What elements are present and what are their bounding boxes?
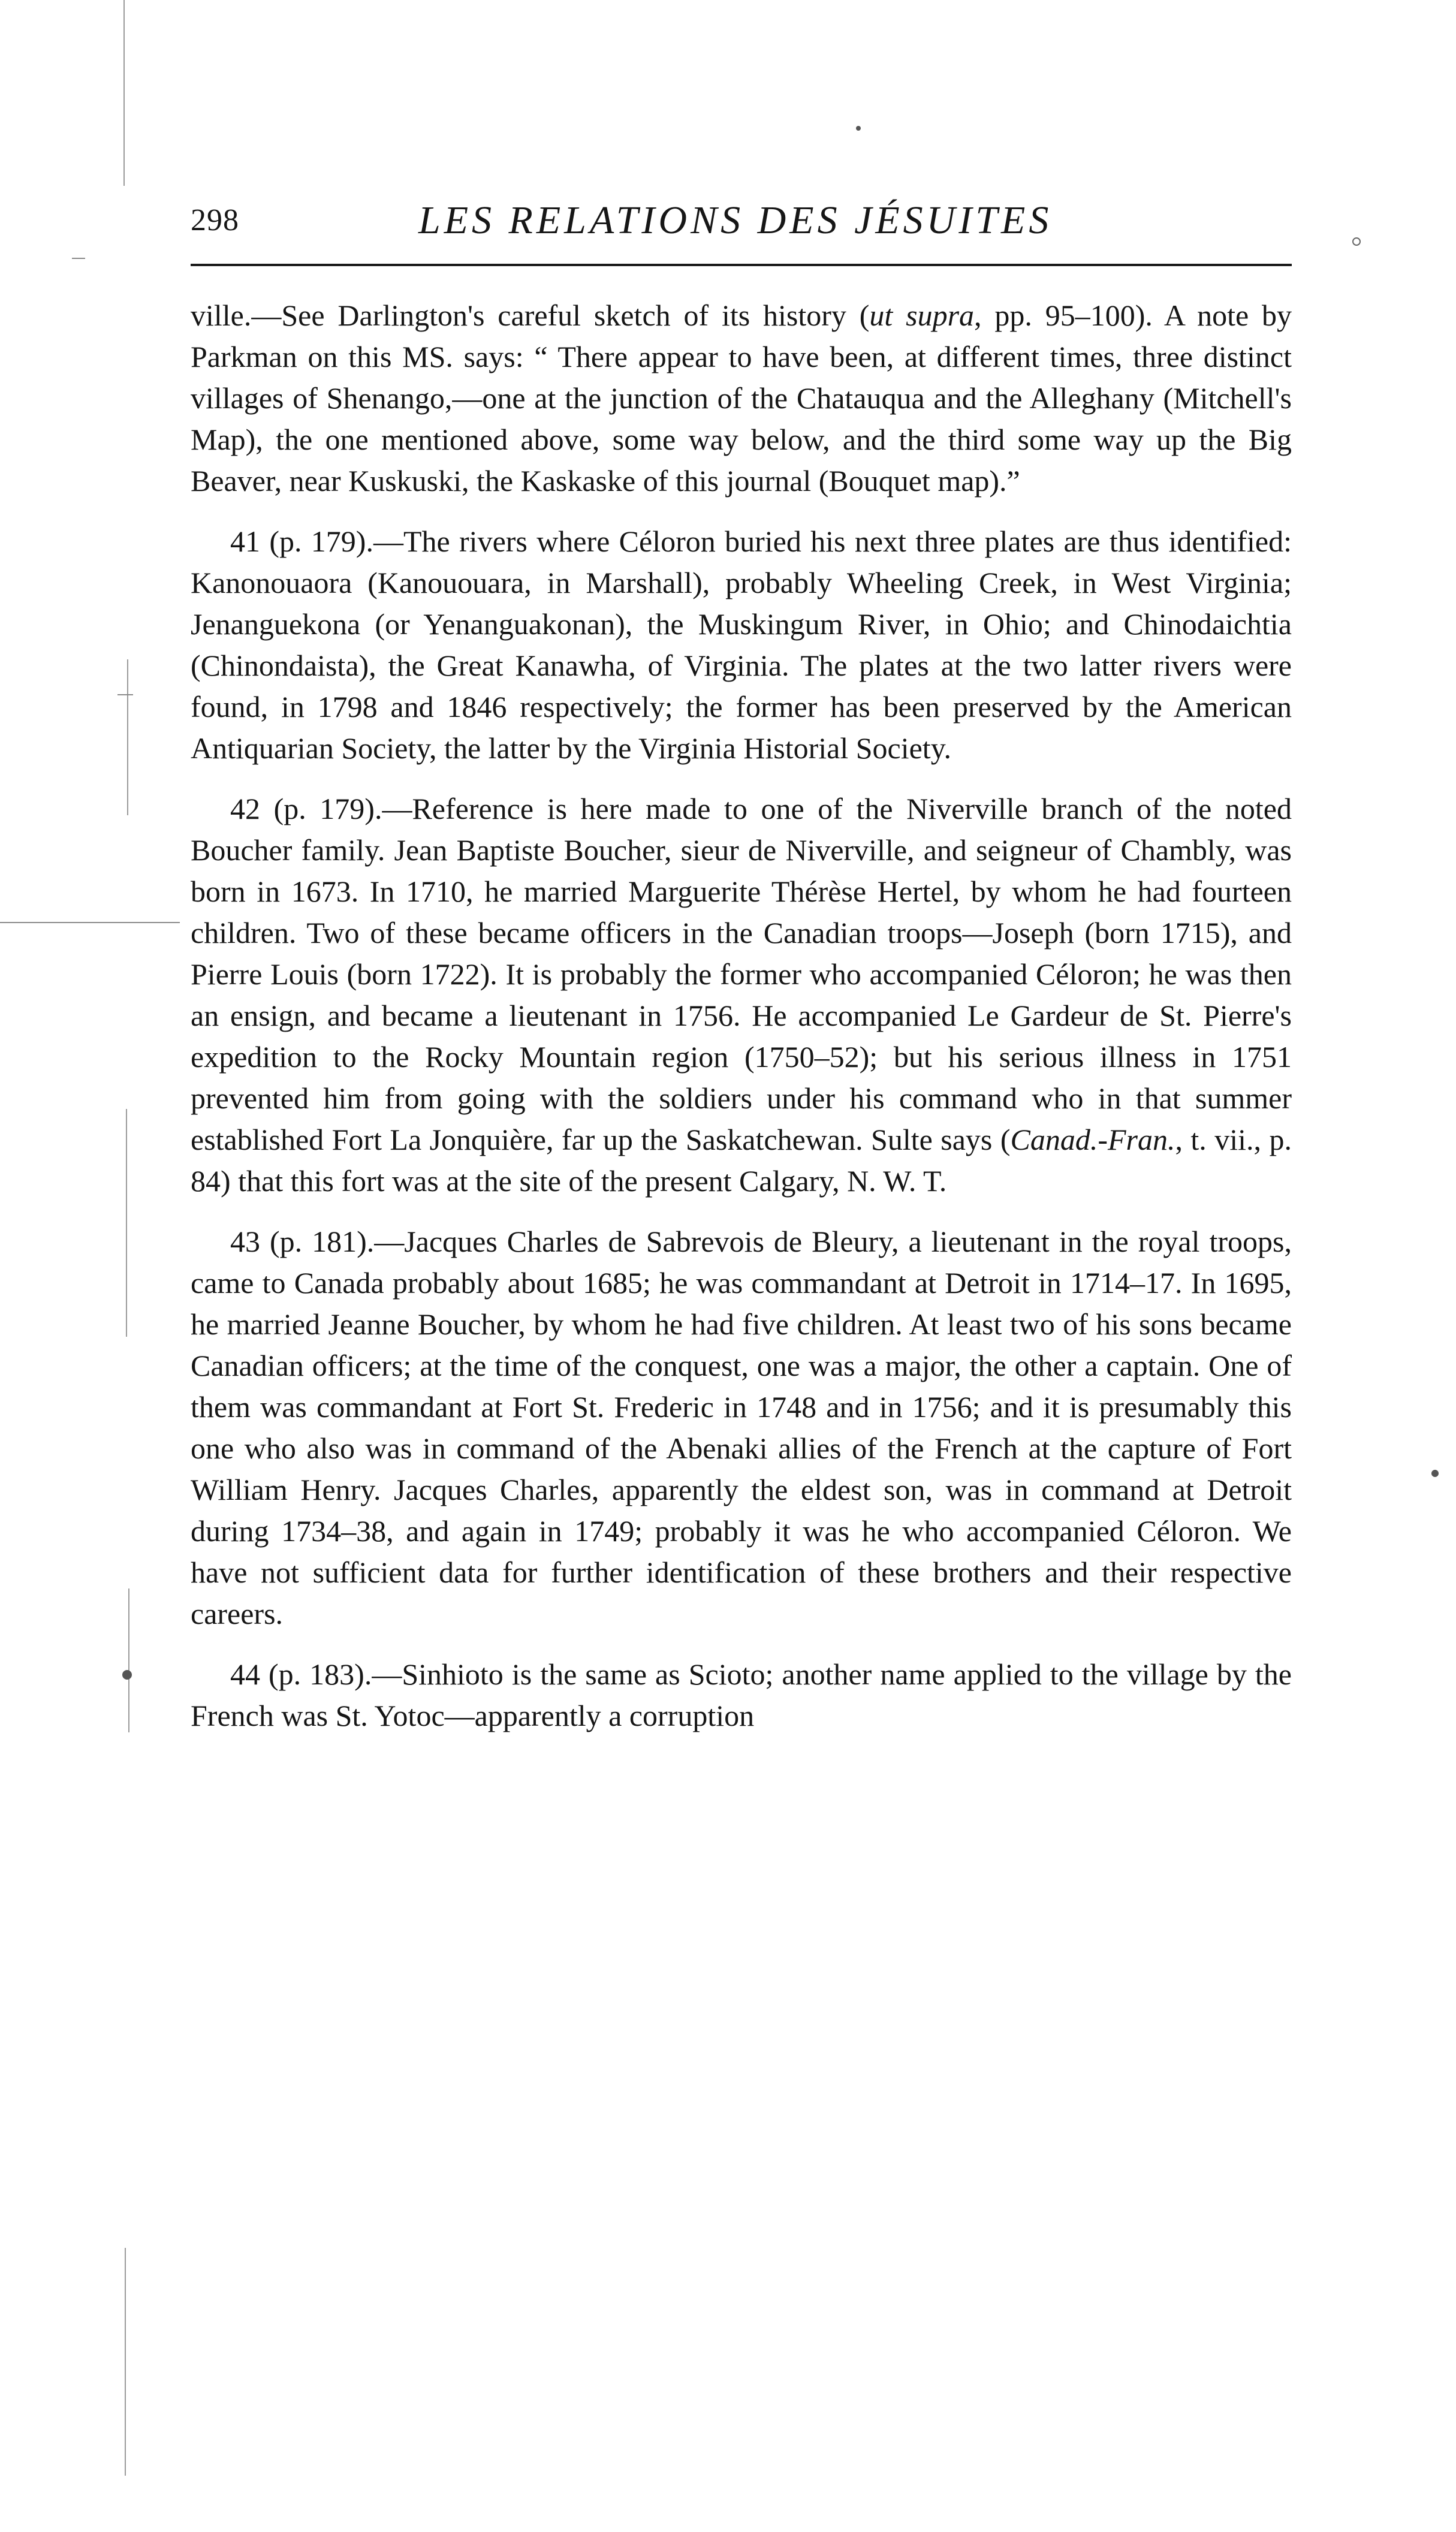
- running-head: [191, 198, 1292, 246]
- page-number: 298: [191, 203, 239, 237]
- scan-speck: [122, 1670, 132, 1680]
- scan-artifact-line: [128, 1588, 129, 1732]
- scan-artifact-tick: [0, 922, 180, 923]
- scan-artifact-line: [123, 0, 125, 186]
- italic-citation: ut supra: [869, 299, 975, 332]
- italic-citation: Canad.-Fran.: [1010, 1123, 1175, 1156]
- note-43: 43 (p. 181).—Jacques Charles de Sabrevois de Bleury, a lieutenant in the royal troops, came to Canada probably about 1685; he was commandant at Detroit in 1714–17. In 1695, he married Jeanne Boucher, by whom he had five children. At least two of his sons became Canadian officers; at the time of the conquest, one was a major, the other a captain. One of them was commandant at Fort St. Frederic in 1748 and in 1756; and it is presumably this one who also was in command of the Abenaki allies of the French at the capture of Fort William Henry. Jacques Charles, apparently the eldest son, was in command at Detroit during 1734–38, and again in 1749; probably it was he who accompanied Céloron. We have not sufficient data for further identification of these brothers and their respective careers.: [191, 1225, 1292, 1630]
- running-title: LES RELATIONS DES JÉSUITES: [418, 198, 1053, 242]
- note-42: 42 (p. 179).—Reference is here made to one of the Niverville branch of the noted Boucher family. Jean Baptiste Boucher, sieur de Niverville, and seigneur of Chambly, was born in 1673. In 1710, he married Marguerite Thérèse Hertel, by whom he had fourteen children. Two of these became officers in the Canadian troops—Joseph (born 1715), and Pierre Louis (born 1722). It is probably the former who accompanied Céloron; he was then an ensign, and became a lieutenant in 1756. He accompanied Le Gardeur de St. Pierre's expedition to the Rocky Mountain region (1750–52); but his serious illness in 1751 prevented him from going with the soldiers under his command who in that summer established Fort La Jonquière, far up the Saskatchewan. Sulte says (Canad.-Fran., t. vii., p. 84) that this fort was at the site of the present Calgary, N. W. T.: [191, 792, 1292, 1198]
- notes-body: [191, 295, 1292, 1756]
- scan-artifact-line: [126, 1109, 127, 1337]
- scan-speck: [1431, 1470, 1439, 1477]
- note-41: 41 (p. 179).—The rivers where Céloron buried his next three plates are thus identified: Kanonouaora (Kanououara, in Marshall), probably Wheeling Creek, in West Virginia; Jenanguekona (or Yenanguakonan), the Muskingum River, in Ohio; and Chinodaichtia (Chinondaista), the Great Kanawha, of Virginia. The plates at the two latter rivers were found, in 1798 and 1846 respectively; the former has been preserved by the American Antiquarian Society, the latter by the Virginia Historial Society.: [191, 525, 1292, 765]
- note-44: 44 (p. 183).—Sinhioto is the same as Scioto; another name applied to the village by the French was St. Yotoc—apparently a corruption: [191, 1657, 1292, 1732]
- scan-artifact-tick: [117, 694, 133, 695]
- scan-speck: [1352, 237, 1361, 246]
- header-rule: [191, 264, 1292, 266]
- scan-artifact-tick: [72, 258, 85, 259]
- scan-speck: [856, 126, 861, 131]
- scan-artifact-line: [127, 659, 128, 815]
- continued-note-paragraph: ville.—See Darlington's careful sketch of its history (ut supra, pp. 95–100). A note by Parkman on this MS. says: “ There appear to have been, at different times, three distinct villages of Shenango,—one at the junction of the Chatauqua and the Alleghany (Mitchell's Map), the one mentioned above, some way below, and the third some way up the Big Beaver, near Kuskuski, the Kaskaske of this journal (Bouquet map).”: [191, 299, 1292, 498]
- scan-artifact-line: [125, 2248, 126, 2476]
